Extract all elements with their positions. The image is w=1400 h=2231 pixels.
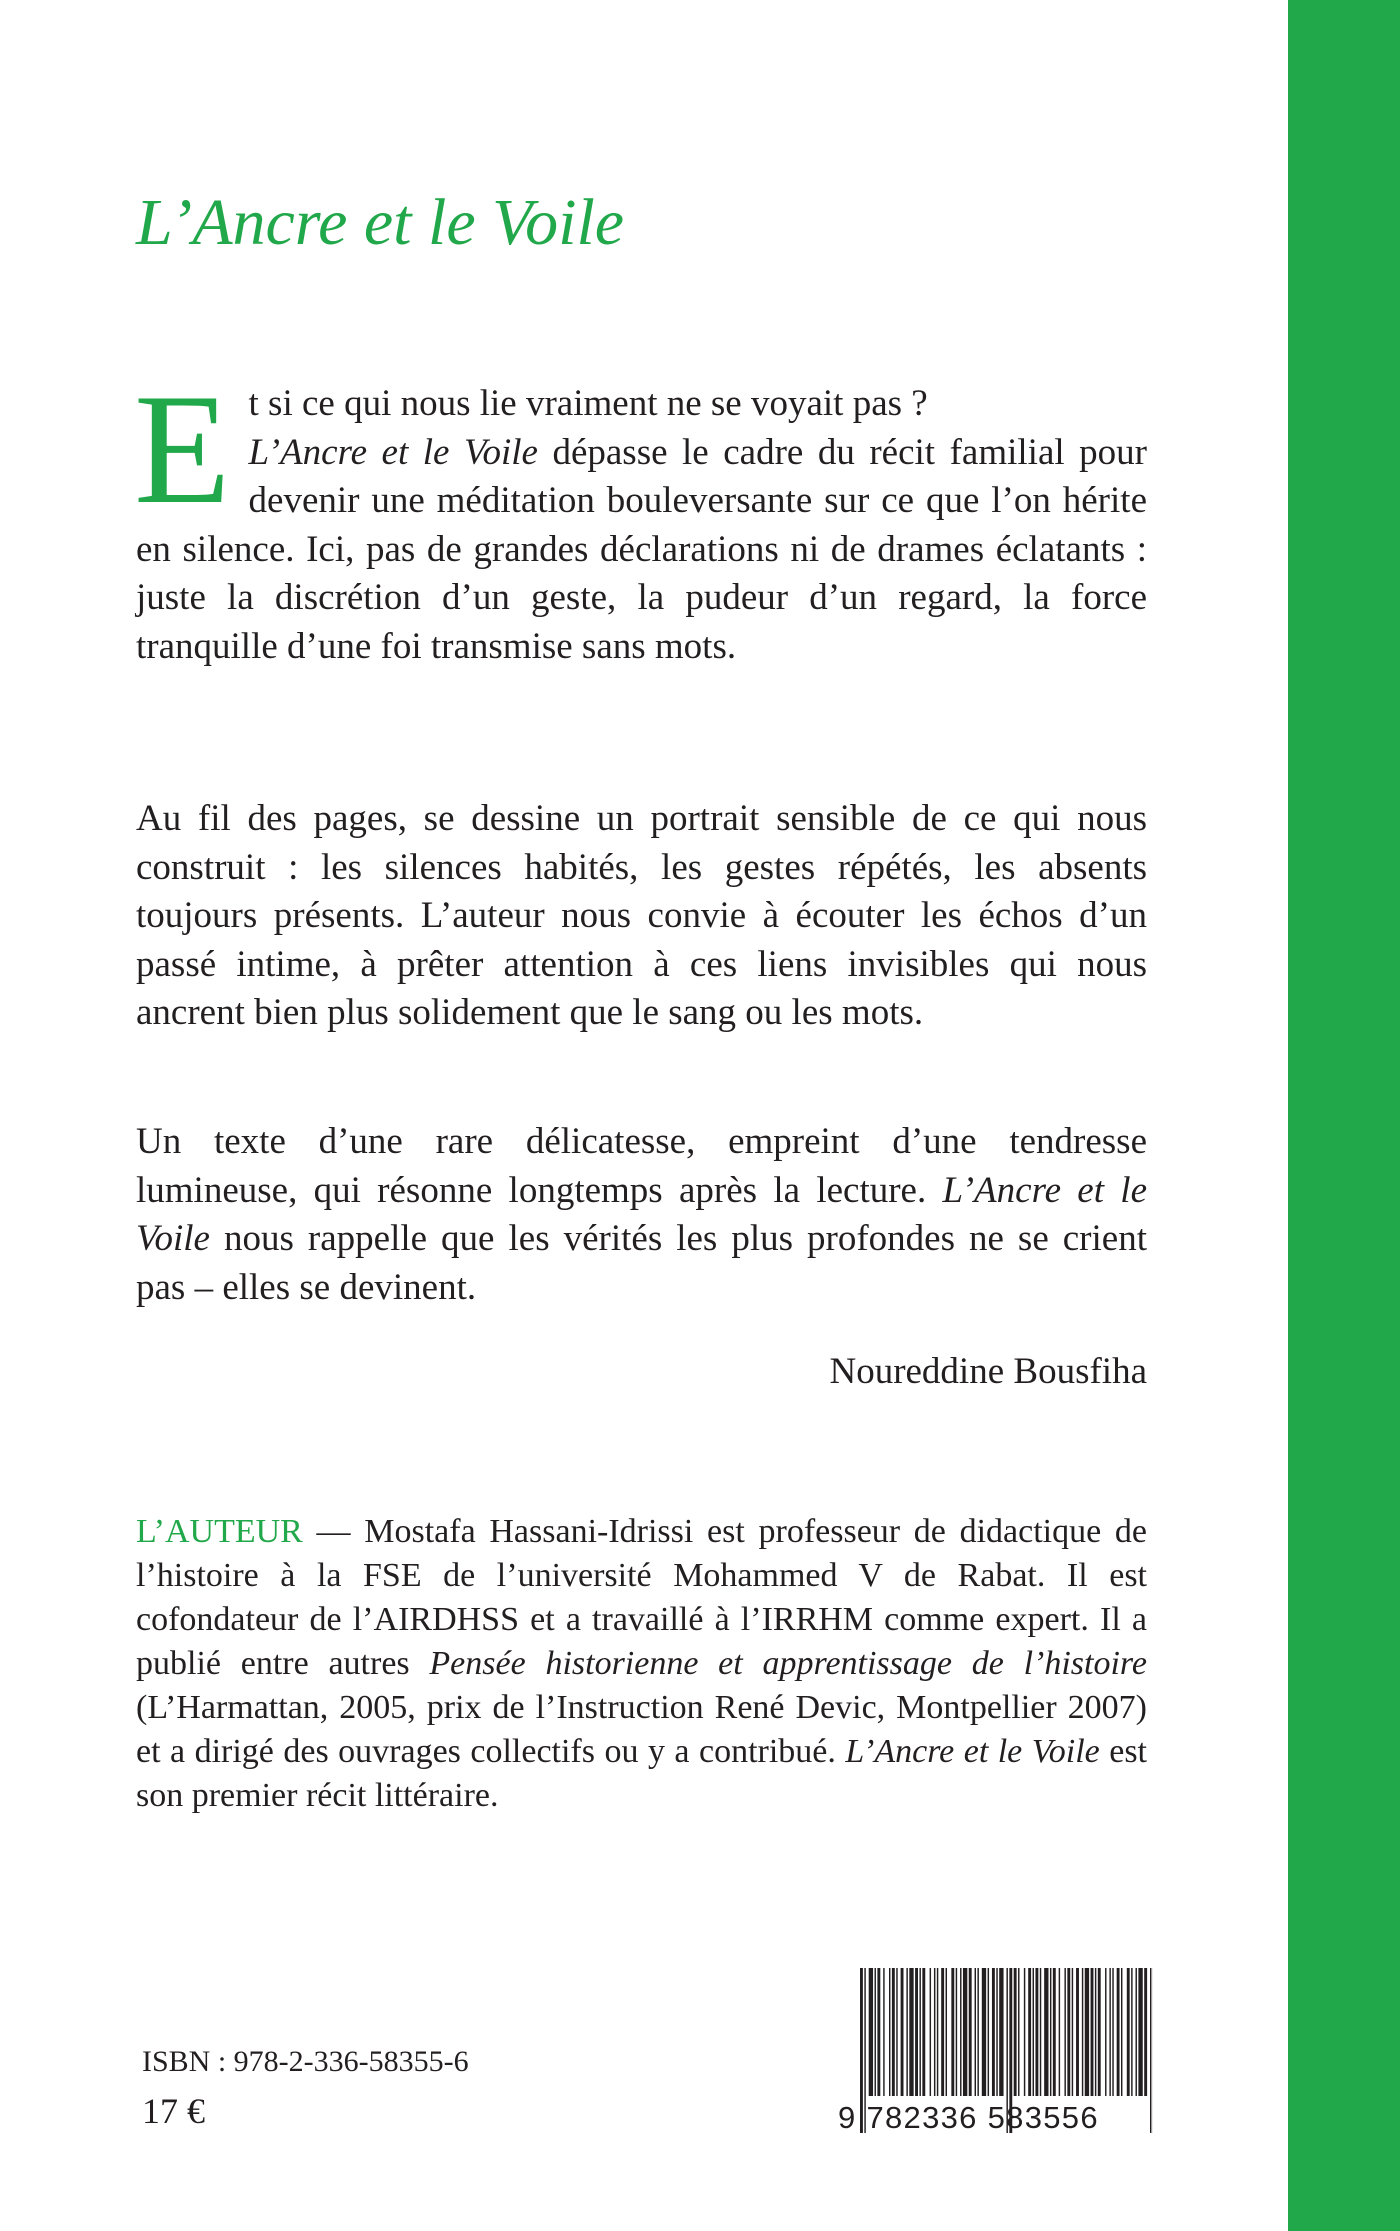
barcode-bar [915, 1968, 918, 2096]
barcode-digits: 9 782336 583556 [838, 2100, 1099, 2135]
title-reference: L’Ancre et le Voile [248, 431, 538, 473]
barcode-bar [1035, 1968, 1038, 2096]
barcode-bar [988, 1968, 989, 2096]
barcode-bar [922, 1968, 925, 2096]
barcode-bar [1033, 1968, 1034, 2096]
barcode-bar [1059, 1968, 1060, 2096]
isbn: ISBN : 978-2-336-58355-6 [142, 2045, 469, 2078]
barcode-bar [1144, 1968, 1147, 2096]
barcode-bar [956, 1968, 957, 2096]
barcode-bar [869, 1968, 873, 2096]
barcode-bar [1109, 1968, 1110, 2096]
barcode-bar [1028, 1968, 1031, 2096]
barcode-bar [960, 1968, 961, 2096]
barcode-bar [909, 1968, 913, 2096]
barcode-bar [1014, 1968, 1017, 2096]
barcode-bar [896, 1968, 897, 2096]
barcode-bar [1121, 1968, 1122, 2096]
summary-paragraph-1 [134, 362, 1147, 671]
barcode-bar [1131, 1968, 1132, 2096]
bio-text: — Mostafa Hassani-Idrissi est professeur de didactique de l’histoire à la FSE de l’université Mohammed V de Rabat. Il est cofondateur de l’AIRDHSS et a travaillé à l’IRRHM comme expert. Il a publié entre autres [136, 1513, 1147, 1682]
barcode-bar [1076, 1968, 1079, 2096]
author-label: L’AUTEUR [136, 1513, 303, 1550]
summary-text: Au fil des pages, se dessine un portrait sensible de ce qui nous construit : les silences habités, les gestes répétés, les absents toujours présents. L’auteur nous convie à écouter les échos d’un passé intime, à prêter attention à ces liens invisibles qui nous ancrent bien plus solidement que le sang ou les mots. [136, 798, 1147, 1033]
signature: Noureddine Bousfiha [829, 1351, 1147, 1392]
summary-text: dépasse le cadre du récit familial pour devenir une méditation bouleversante sur ce que l’on hérite en silence. Ici, pas de grandes déclarations ni de drames éclatants : juste la discrétion d’un geste, la pudeur d’un regard, la force tranquille d’une foi transmise sans mots. [136, 431, 1147, 667]
barcode-bar [1127, 1968, 1130, 2096]
barcode-bar [1067, 1968, 1070, 2096]
author-bio [136, 1510, 1147, 1818]
barcode-bar [1136, 1968, 1137, 2096]
barcode-bar [1018, 1968, 1019, 2096]
barcode-bar [999, 1968, 1003, 2096]
barcode-bar [992, 1968, 995, 2096]
bio-text: est son premier récit littéraire. [136, 1733, 1147, 1814]
barcode-bar [1091, 1968, 1094, 2096]
barcode-bar [1098, 1968, 1101, 2096]
barcode-bar [1117, 1968, 1120, 2096]
book-reference: Pensée historienne et apprentissage de l’histoire [429, 1645, 1147, 1682]
barcode-bar [1064, 1968, 1065, 2096]
summary-paragraph-3 [136, 1118, 1147, 1312]
book-title: L’Ancre et le Voile [136, 186, 625, 259]
barcode-bar [1082, 1968, 1083, 2096]
barcode-bar [883, 1968, 884, 2096]
barcode-bar [1105, 1968, 1106, 2096]
barcode-bar [975, 1968, 976, 2096]
drop-cap: E [134, 362, 231, 537]
barcode-bar [892, 1968, 895, 2096]
barcode-bar [1024, 1968, 1025, 2096]
barcode-bar [1072, 1968, 1073, 2096]
green-side-band [1288, 0, 1400, 2231]
summary-paragraph-2 [136, 795, 1147, 1038]
price: 17 € [142, 2091, 205, 2131]
barcode-bar [977, 1968, 978, 2096]
barcode-bar [934, 1968, 935, 2096]
barcode-bar [982, 1968, 986, 2096]
barcode-bar [1095, 1968, 1096, 2096]
barcode-bar [877, 1968, 880, 2096]
barcode-bar [875, 1968, 876, 2096]
barcode-bar [941, 1968, 944, 2096]
barcode-bar [1085, 1968, 1089, 2096]
title-reference: L’Ancre et le Voile [845, 1733, 1100, 1770]
barcode-bar [919, 1968, 920, 2096]
barcode-bar [1044, 1968, 1048, 2096]
barcode-bar [946, 1968, 947, 2096]
barcode-bar [1053, 1968, 1056, 2096]
barcode-bar [930, 1968, 931, 2096]
barcode-bar [969, 1968, 972, 2096]
barcode-bar [996, 1968, 997, 2096]
barcode-bar [1050, 1968, 1051, 2096]
barcode-bar [1138, 1968, 1142, 2096]
bio-text: (L’Harmattan, 2005, prix de l’Instruction René Devic, Montpellier 2007) et a dirigé des ouvrages collectifs ou y a contribué. [136, 1689, 1147, 1770]
barcode-bar [1112, 1968, 1113, 2096]
barcode-bar [889, 1968, 890, 2096]
title-reference: L’Ancre et le Voile [136, 1169, 1147, 1259]
barcode-bar [937, 1968, 938, 2096]
barcode-bar [1040, 1968, 1041, 2096]
barcode-bar [963, 1968, 967, 2096]
barcode-bar [901, 1968, 904, 2096]
barcode-bar [951, 1968, 954, 2096]
summary-first-line: t si ce qui nous lie vraiment ne se voyait pas ? [248, 383, 928, 424]
summary-text: Un texte d’une rare délicatesse, empreint d’une tendresse lumineuse, qui résonne longtemps après la lecture. [136, 1121, 1147, 1211]
barcode-bar [906, 1968, 907, 2096]
summary-text: nous rappelle que les vérités les plus profondes ne se crient pas – elles se devinent. [136, 1218, 1147, 1308]
